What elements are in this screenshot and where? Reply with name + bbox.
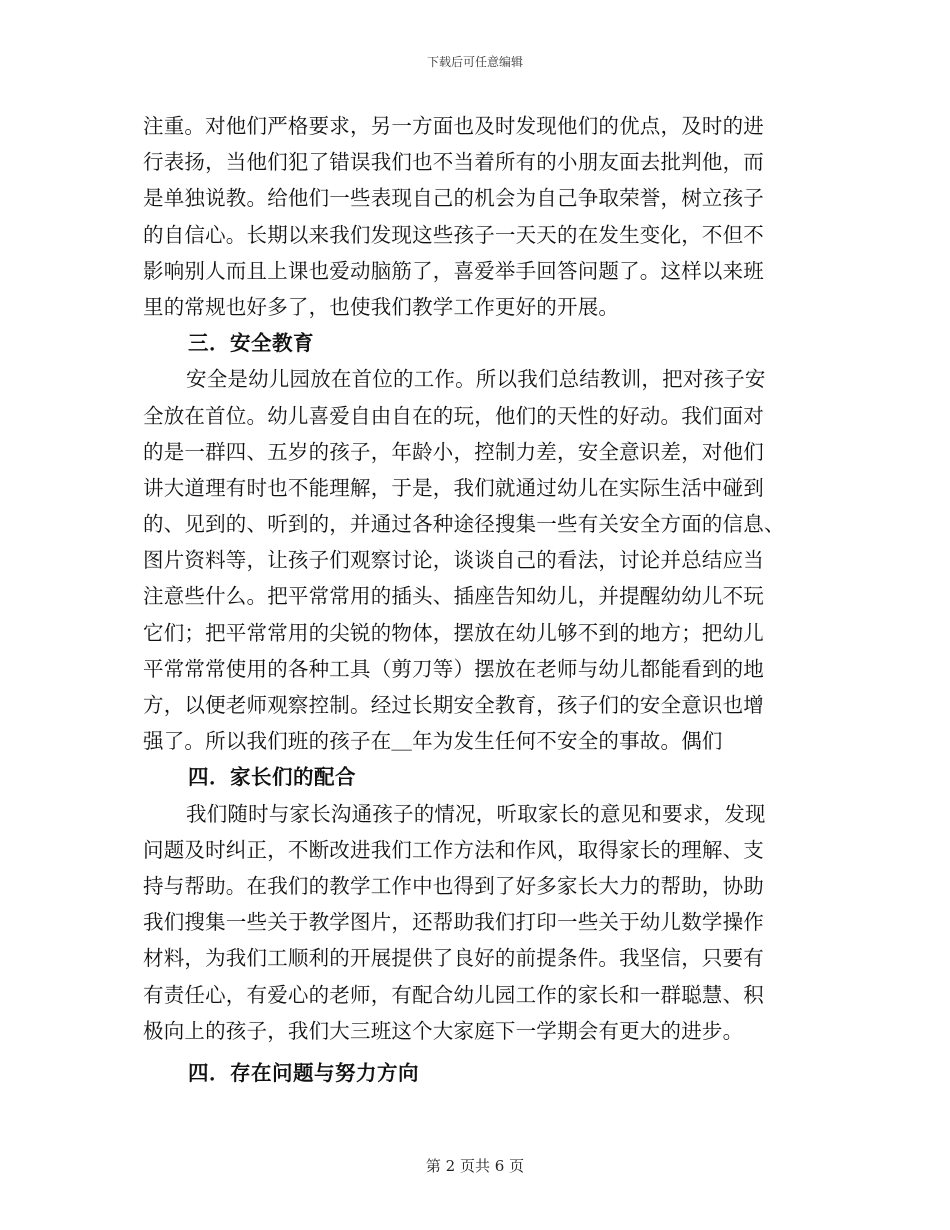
text-line: 注意些什么。把平常常用的插头、插座告知幼儿，并提醒幼幼儿不玩 (143, 584, 764, 609)
text-line: 方，以便老师观察控制。经过长期安全教育，孩子们的安全意识也增 (143, 693, 764, 717)
text-line: 持与帮助。在我们的教学工作中也得到了好多家长大力的帮助，协助 (143, 873, 764, 898)
section-paragraph-parents (143, 796, 813, 1049)
text-line: 全放在首位。幼儿喜爱自由自在的玩，他们的天性的好动。我们面对 (143, 403, 764, 428)
text-line: 我们搜集一些关于教学图片，还帮助我们打印一些关于幼儿数学操作 (143, 910, 764, 935)
text-line: 的、见到的、听到的，并通过各种途径搜集一些有关安全方面的信息、 (143, 512, 785, 537)
text-line: 它们；把平常常用的尖锐的物体，摆放在幼儿够不到的地方；把幼儿 (143, 620, 764, 645)
text-line: 安全是幼儿园放在首位的工作。所以我们总结教训，把对孩子安 (186, 367, 766, 392)
section-heading-parents: 四．家长们的配合 (188, 765, 356, 790)
text-line: 影响别人而且上课也爱动脑筋了，喜爱举手回答问题了。这样以来班 (143, 258, 764, 283)
section-heading-problems: 四．存在问题与努力方向 (188, 1060, 419, 1085)
page-header: 下载后可任意编辑 (426, 55, 523, 69)
page-footer: 第 2 页共 6 页 (425, 1157, 525, 1175)
section-heading-safety: 三．安全教育 (188, 331, 314, 356)
text-line: 有责任心，有爱心的老师，有配合幼儿园工作的家长和一群聪慧、积 (143, 982, 764, 1007)
text-line: 平常常常使用的各种工具（剪刀等）摆放在老师与幼儿都能看到的地 (143, 656, 764, 681)
text-line: 里的常规也好多了，也使我们教学工作更好的开展。 (143, 294, 620, 319)
text-line: 问题及时纠正，不断改进我们工作方法和作风，取得家长的理解、支 (143, 837, 764, 862)
text-line: 的自信心。长期以来我们发现这些孩子一天天的在发生变化，不但不 (143, 222, 764, 247)
text-line: 是单独说教。给他们一些表现自己的机会为自己争取荣誉，树立孩子 (143, 186, 764, 211)
section-paragraph-safety (143, 361, 813, 759)
paragraph-continuation (143, 108, 813, 325)
document-body (143, 108, 813, 1091)
text-line: 我们随时与家长沟通孩子的情况，听取家长的意见和要求，发现 (186, 801, 766, 826)
text-line: 材料，为我们工顺利的开展提供了良好的前提条件。我坚信，只要有 (143, 946, 764, 971)
text-line: 注重。对他们严格要求，另一方面也及时发现他们的优点，及时的进 (143, 114, 764, 138)
text-line: 图片资料等，让孩子们观察讨论，谈谈自己的看法，讨论并总结应当 (143, 548, 764, 573)
text-line: 极向上的孩子，我们大三班这个大家庭下一学期会有更大的进步。 (143, 1018, 744, 1043)
text-line: 讲大道理有时也不能理解，于是，我们就通过幼儿在实际生活中碰到 (143, 475, 764, 500)
text-line: 的是一群四、五岁的孩子，年龄小，控制力差，安全意识差，对他们 (143, 439, 764, 464)
text-line: 强了。所以我们班的孩子在＿年为发生任何不安全的事故。偶们 (143, 729, 723, 754)
text-line: 行表扬，当他们犯了错误我们也不当着所有的小朋友面去批判他，而 (143, 150, 764, 175)
